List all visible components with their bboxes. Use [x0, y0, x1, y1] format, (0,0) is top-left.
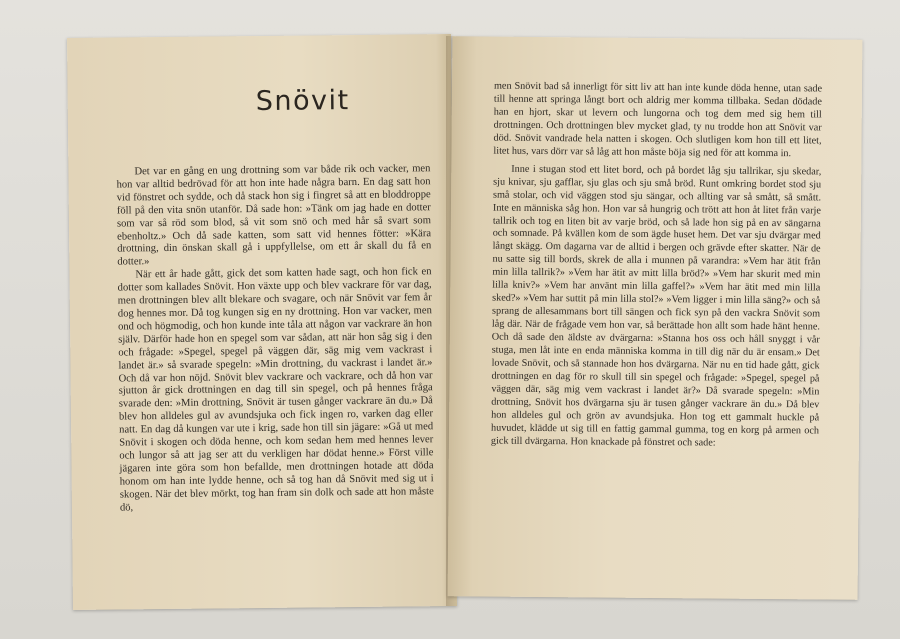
left-paragraph-2: När ett år hade gått, gick det som katten hade sagt, och hon fick en dotter som kallades Snövit. Hon växte upp och blev vackrare för var dag, men drottningen blev allt blekare och svagare, och när Snövit var fem år dog hennes mor. Då tog kungen sig en ny drottning. Hon var vacker, men ond och högmodig, och hon kunde inte tåla att någon var vackrare än hon själv. Därför hade hon en spegel som var sådan, att när hon såg sig i den och frågade: »Spegel, spegel på väggen där, säg mig vem vackrast i landet är.» så svarade spegeln: »Min drottning, du vackrast i landet är.» Och då var hon nöjd. Snövit blev vackrare och vackrare, och då hon var sjutton år gick drottningen en dag till sin spegel, och på hennes fråga svarade den: »Min drottning, Snövit är tusen gånger vackrare än du.» Då blev hon alldeles gul av avundsjuka och fick ingen ro, varken dag eller natt. En dag då kungen var ute i krig, sade hon till sin jägare: »Gå ut med Snövit i skogen och döda henne, och kom sedan hem med hennes lever och lungor så att jag ser att du verkligen har dödat henne.» Först ville jägaren inte göra som hon befallde, men drottningen hotade att döda honom om han inte lydde henne, och så tog han då Snövit med sig ut i skogen. När det blev mörkt, tog han fram sin dolk och sade att hon måste dö, [117, 266, 434, 514]
left-paragraph-1: Det var en gång en ung drottning som var både rik och vacker, men hon var alltid bedrövad för att hon inte hade några barn. En dag satt hon vid fönstret och sydde, och då stack hon sig i fingret så att en bloddroppe föll på den vita snön utanför. Då sade hon: »Tänk om jag hade en dotter som var så röd som blod, så vit som snö och med hår så svart som ebenholtz.» Och då sade katten, som satt vid hennes fötter: »Kära drottning, din önskan skall gå i uppfyllelse, om ett år skall du få en dotter.» [116, 163, 432, 268]
right-page [448, 36, 863, 600]
right-paragraph-1: men Snövit bad så innerligt för sitt liv att han inte kunde döda henne, utan sade till henne att springa långt bort och aldrig mer komma tillbaka. Sedan dödade han en hjort, skar ut levern och lungorna och tog dem med sig hem till drottningen. Och drottningen blev mycket glad, ty nu trodde hon att Snövit var död. Snövit vandrade hela natten i skogen. Och slutligen kom hon till ett litet, litet hus, vars dörr var så låg att hon måste böja sig ned för att komma in. [493, 80, 823, 159]
right-paragraph-2: Inne i stugan stod ett litet bord, och på bordet låg sju tallrikar, sju skedar, sju knivar, sju gafflar, sju glas och sju små bröd. Runt omkring bordet stod sju små stolar, och vid väggen stod sju sängar, och allting var så smått, så smått. Inte en människa såg hon. Hon var så hungrig och trött att hon åt litet från varje tallrik och tog en liten bit av varje bröd, och så lade hon sig på en av sängarna och somnade. På kvällen kom de som ägde huset hem. Det var sju dvärgar med långt skägg. Om dagarna var de alltid i bergen och grävde efter skatter. När de nu satte sig till bords, skrek de alla i munnen på varandra: »Vem har ätit från min lilla tallrik?» »Vem har ätit av mitt lilla bröd?» »Vem har skurit med min lilla kniv?» »Vem har använt min lilla gaffel?» »Vem har ätit med min lilla sked?» »Vem har suttit på min lilla stol?» »Vem ligger i min lilla säng?» och så sprang de allesammans bort till sängen och fick syn på den vackra Snövit som låg där. När de frågade vem hon var, så berättade hon allt som hade hänt henne. Och då sade den äldste av dvärgarna: »Stanna hos oss och håll snyggt i vår stuga, men låt inte en enda människa komma in till dig när du är ensam.» Det lovade Snövit, och så stannade hon hos dvärgarna. När nu en tid hade gått, gick drottningen en dag för ro skull till sin spegel och frågade: »Spegel, spegel på väggen där, säg mig vem vackrast i landet är?» Då svarade spegeln: »Min drottning, Snövit hos dvärgarna sju är tusen gånger vackrare än du.» Då blev hon alldeles gul och grön av avundsjuka. Hon tog ett gammalt huckle på huvudet, klädde ut sig till en fattig gammal gumma, tog en korg på armen och gick till dvärgarna. Hon knackade på fönstret och sade: [490, 163, 822, 449]
story-title: Snövit [255, 85, 350, 118]
left-page [67, 34, 457, 610]
